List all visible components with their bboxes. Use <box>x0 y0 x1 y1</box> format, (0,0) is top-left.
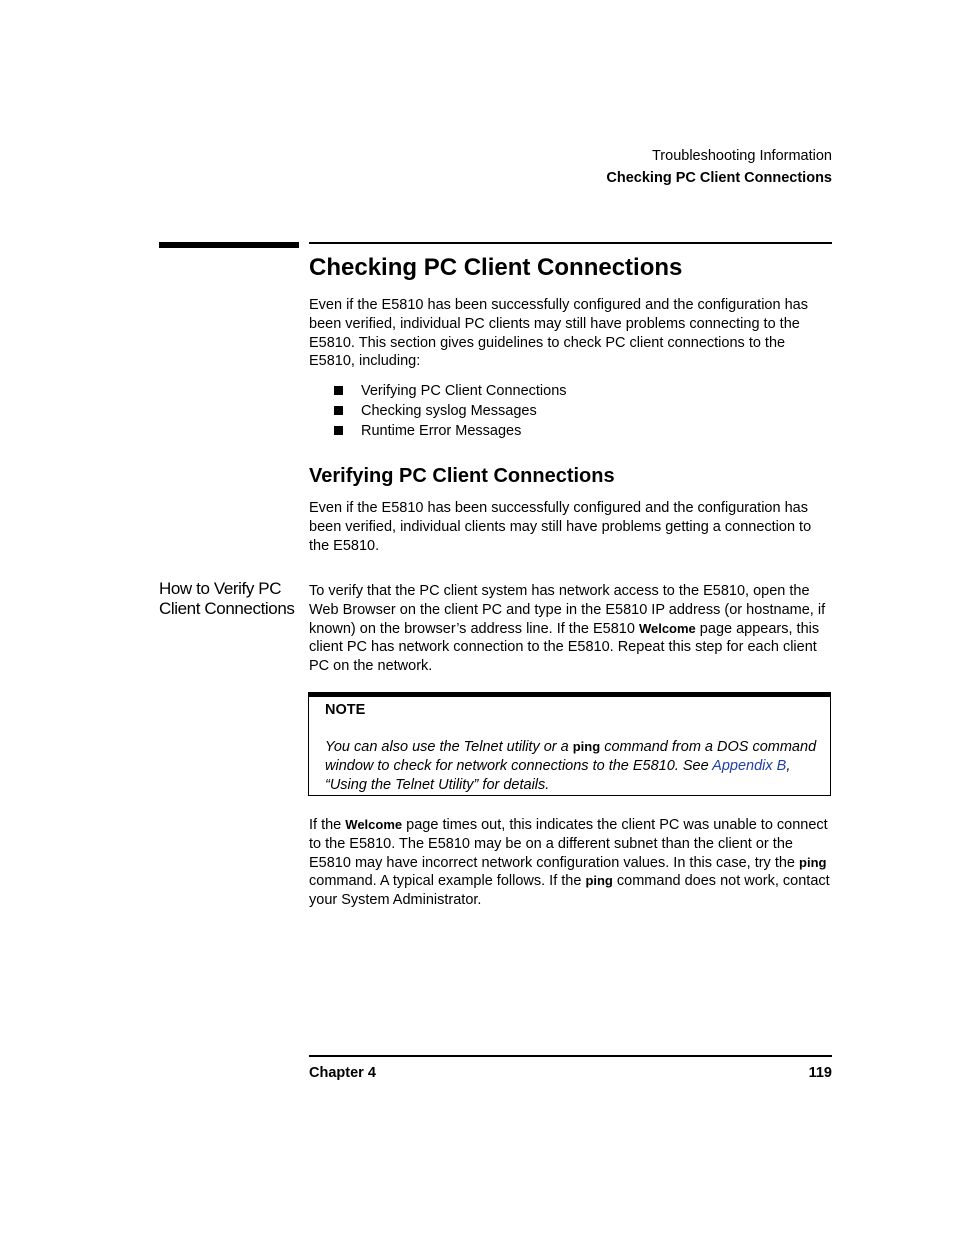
welcome-term: Welcome <box>638 620 696 636</box>
footer-page-number: 119 <box>808 1065 832 1081</box>
topic-list <box>309 381 567 441</box>
footer-chapter: Chapter 4 <box>309 1065 376 1081</box>
ping-term: ping <box>572 739 601 754</box>
square-bullet-icon <box>334 426 343 435</box>
running-header-title: Checking PC Client Connections <box>606 170 832 186</box>
list-item: Verifying PC Client Connections <box>309 381 567 401</box>
left-heading-rule <box>159 242 299 248</box>
footer-rule <box>309 1055 832 1057</box>
ping-term: ping <box>585 873 613 889</box>
section-heading-verifying: Verifying PC Client Connections <box>309 465 615 487</box>
welcome-term: Welcome <box>345 817 403 832</box>
page-title: Checking PC Client Connections <box>309 254 683 281</box>
square-bullet-icon <box>334 406 343 415</box>
note-box <box>308 692 831 796</box>
intro-paragraph: Even if the E5810 has been successfully configured and the configuration has been verified, individual PC clients may still have problems connecting to the E5810. This section gives guidelines to check PC client connections to the E5810, including: <box>309 297 808 370</box>
appendix-b-link[interactable]: Appendix B <box>712 757 787 774</box>
list-item: Checking syslog Messages <box>309 401 567 421</box>
list-item: Runtime Error Messages <box>309 421 567 441</box>
how-to-verify-paragraph: To verify that the PC client system has network access to the E5810, open the Web Browser on the client PC and type in the E5810 IP address (or hostname, if known) on the browser’s address line. If the E5810 Welcome page appears, this client PC has network connection to the E5810. Repeat this step for each client PC on the network. <box>309 583 826 675</box>
note-label: NOTE <box>325 702 366 718</box>
ping-term: ping <box>799 854 827 870</box>
running-header-section: Troubleshooting Information <box>651 148 832 164</box>
timeout-paragraph: If the Welcome page times out, this indicates the client PC was unable to connect to the E5810. The E5810 may be on a different subnet than the client or the E5810 may have incorrect network configuration values. In this case, try the ping command. A typical example follows. If the ping command does not work, contact your System Administrator. <box>309 817 830 909</box>
note-text: You can also use the Telnet utility or a ping command from a DOS command window to check for network connections to the E5810. See Appendix B, “Using the Telnet Utility” for details. <box>325 739 817 793</box>
verifying-paragraph: Even if the E5810 has been successfully configured and the configuration has been verified, individual clients may still have problems getting a connection to the E5810. <box>309 500 812 554</box>
main-heading-rule <box>309 242 832 244</box>
square-bullet-icon <box>334 386 343 395</box>
side-heading-how-to-verify: How to Verify PC Client Connections <box>159 579 295 618</box>
